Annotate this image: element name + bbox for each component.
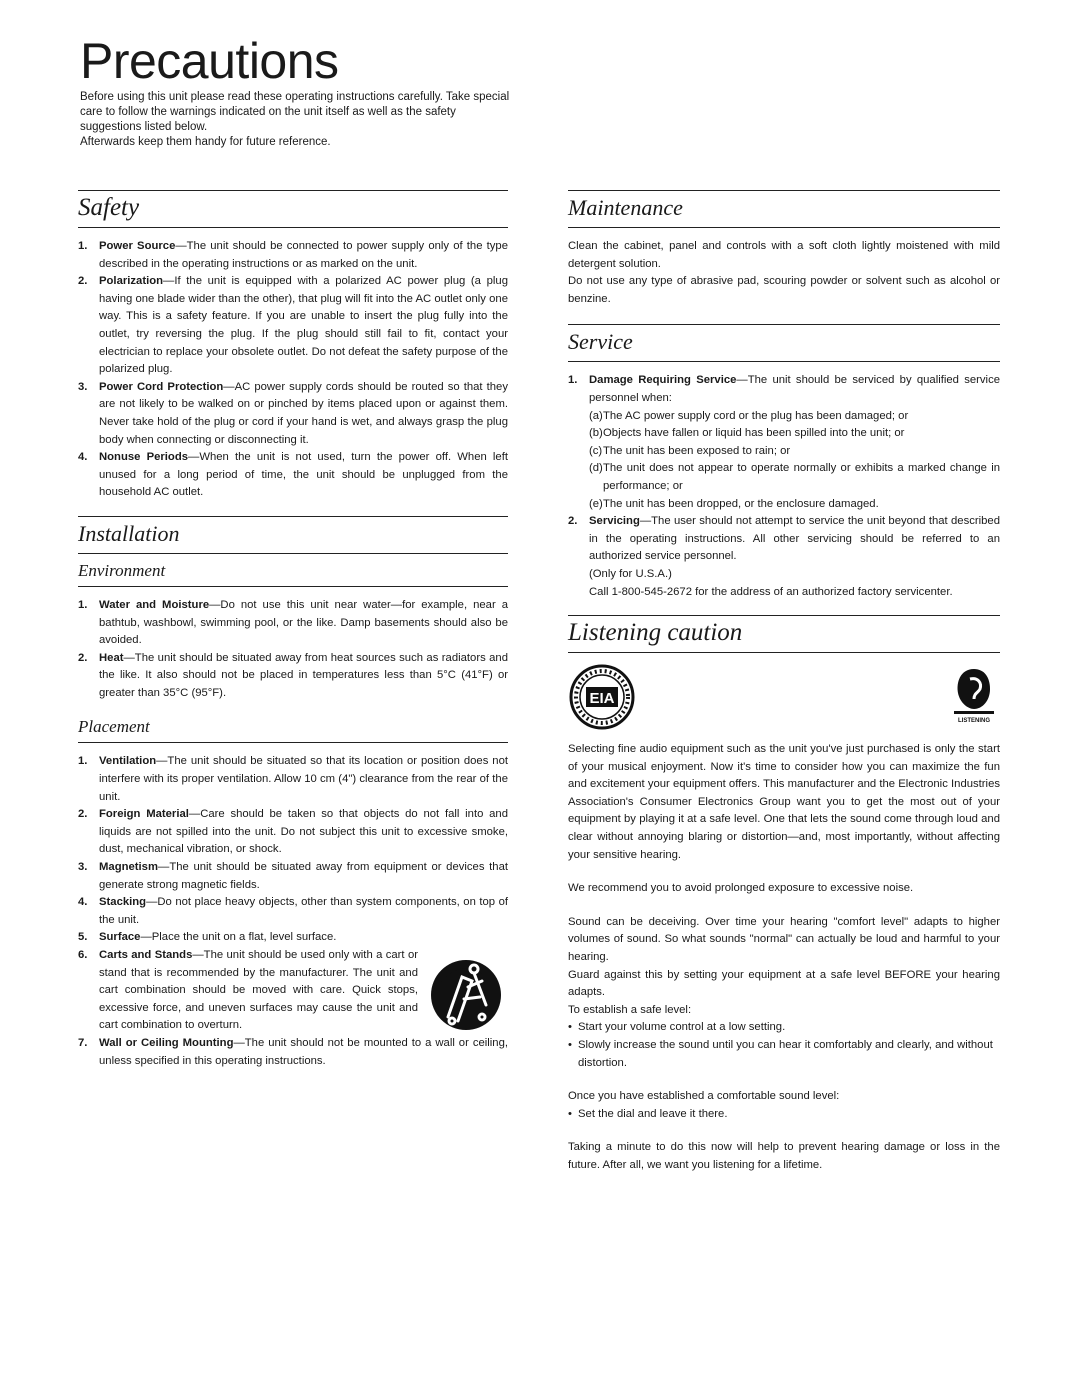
item-term: Servicing (589, 515, 640, 528)
item-term: Damage Requiring Service (589, 374, 737, 387)
listening-heading (568, 615, 1000, 653)
cart-warning-icon (428, 951, 504, 1035)
maintenance-paragraph: Do not use any type of abrasive pad, scouring powder or solvent such as alcohol or benzine. (568, 275, 1000, 305)
environment-heading (78, 558, 508, 587)
bullet-item: • Start your volume control at a low setting. (568, 1019, 1000, 1037)
item-term: Power Source (99, 240, 176, 252)
intro-paragraph: Afterwards keep them handy for future reference. (80, 136, 331, 148)
item-term: Carts and Stands (99, 949, 193, 961)
listening-logo-text: LISTENING (957, 718, 991, 725)
left-column (78, 190, 508, 1080)
service-section (568, 324, 1000, 601)
item-term: Polarization (99, 275, 164, 288)
list-item (78, 894, 508, 929)
usa-note: (Only for U.S.A.) (589, 567, 672, 580)
installation-heading (78, 516, 508, 554)
sublist-letter: (a) (589, 409, 603, 422)
list-item (78, 929, 508, 947)
safety-title: Safety (78, 194, 140, 221)
intro-paragraph: Before using this unit please read these operating instructions carefully. Take special care to follow the warnings indicated on the unit itself as well as the safety suggestions listed below. (80, 91, 510, 133)
item-number: 2. (568, 515, 578, 528)
sublist-item (589, 408, 1000, 426)
item-text: —The unit should be serviced by qualified service personnel when: (589, 374, 1000, 404)
sublist-item (589, 443, 1000, 461)
list-item (78, 597, 508, 650)
sublist-item (589, 496, 1000, 514)
item-number: 4. (78, 451, 88, 464)
listening-section (568, 615, 1000, 1174)
item-number: 2. (78, 808, 88, 821)
placement-heading (78, 714, 508, 743)
item-text: —Place the unit on a flat, level surface. (140, 931, 337, 944)
page-title: Precautions (80, 33, 339, 89)
sublist-letter: (d) (589, 462, 603, 475)
service-sublist (589, 408, 1000, 514)
list-item (78, 449, 508, 502)
service-heading (568, 324, 1000, 362)
safety-section (78, 190, 508, 502)
list-item (78, 1035, 508, 1070)
sublist-text: The AC power supply cord or the plug has been damaged; or (603, 409, 909, 422)
eia-seal-icon (568, 663, 636, 731)
list-item (568, 372, 1000, 513)
listening-paragraph: Once you have established a comfortable sound level: (568, 1090, 840, 1103)
list-item (78, 273, 508, 379)
environment-title: Environment (78, 560, 166, 580)
placement-list (78, 753, 508, 1070)
item-number: 2. (78, 651, 88, 664)
item-number: 1. (78, 240, 88, 252)
list-item (78, 947, 508, 1035)
eia-seal-text: EIA (589, 690, 615, 708)
item-text: —The user should not attempt to service the unit beyond that described in the operating instructions. All other servicing should be referred to an authorized service personnel. (589, 515, 1000, 563)
placement-title: Placement (78, 717, 150, 737)
listening-title: Listening caution (568, 619, 743, 647)
right-column (568, 190, 1000, 1191)
installation-section (78, 516, 508, 1070)
item-term: Water and Moisture (99, 598, 210, 611)
item-text: —Do not use this unit near water—for example, near a bathtub, washbowl, swimming pool, or the like. Damp basements should also be avoided. (99, 598, 508, 647)
sublist-item (589, 460, 1000, 495)
item-text: —The unit should be situated away from heat sources such as radiators and the like. It also should not be placed in temperatures less than 5°C (41°F) or greater than 35°C (95°F). (99, 651, 508, 699)
item-text: —The unit should be situated away from equipment or devices that generate strong magnetic fields. (99, 861, 508, 891)
item-term: Stacking (99, 896, 147, 909)
safety-list (78, 238, 508, 502)
sublist-letter: (b) (589, 427, 603, 440)
bullet-item: • Set the dial and leave it there. (568, 1106, 1000, 1124)
bullet-item: • Slowly increase the sound until you can hear it comfortably and clearly, and without distortion. (568, 1037, 1000, 1072)
item-text: —The unit should be used only with a cart or stand that is recommended by the manufacturer. The unit and cart combination should be moved with care. Quick stops, excessive force, and uneven surfaces may cause the unit and cart combination to overturn. (99, 949, 418, 1032)
item-text: —When the unit is not used, turn the power off. When left unused for a long period of time, the unit should be unplugged from the household AC outlet. (99, 451, 508, 499)
list-item (78, 859, 508, 894)
item-number: 6. (78, 949, 88, 961)
sublist-text: Objects have fallen or liquid has been spilled into the unit; or (603, 427, 905, 440)
item-term: Power Cord Protection (99, 380, 224, 393)
list-item (78, 650, 508, 703)
sublist-letter: (e) (589, 497, 603, 510)
list-item (568, 513, 1000, 601)
listening-paragraph: Sound can be deceiving. Over time your hearing "comfort level" adapts to higher volumes of sound. So what sounds "normal" can actually be loud and harmful to your hearing. (568, 915, 1000, 964)
safety-heading (78, 190, 508, 228)
item-term: Surface (99, 931, 141, 944)
sublist-text: The unit does not appear to operate normally or exhibits a marked change in performance; or (603, 462, 1000, 492)
item-number: 1. (568, 374, 578, 387)
item-number: 5. (78, 931, 88, 944)
listening-paragraph: Taking a minute to do this now will help to prevent hearing damage or loss in the future. After all, we want you listening for a lifetime. (568, 1141, 1000, 1171)
maintenance-paragraph: Clean the cabinet, panel and controls with a soft cloth lightly moistened with mild detergent solution. (568, 240, 1000, 270)
item-number: 1. (78, 755, 88, 768)
item-text: —Care should be taken so that objects do not fall into and liquids are not spilled into the unit. Do not subject this unit to excessive smoke, dust, mechanical vibration, or shock. (99, 808, 508, 856)
logos-row (568, 663, 1000, 733)
item-number: 4. (78, 896, 88, 909)
list-item (78, 379, 508, 449)
item-term: Nonuse Periods (99, 451, 189, 464)
maintenance-title: Maintenance (568, 195, 683, 220)
installation-title: Installation (78, 520, 180, 546)
list-item (78, 806, 508, 859)
item-text: —If the unit is equipped with a polarized AC power plug (a plug having one blade wider than the other), that plug will fit into the AC outlet only one way. This is a safety feature. If you are unable to insert the plug fully into the outlet, try reversing the plug. If the plug should still fail to fit, contact your electrician to replace your obsolete outlet. Do not defeat the safety purpose of the polarized plug. (99, 275, 508, 376)
item-number: 7. (78, 1037, 88, 1049)
environment-list (78, 597, 508, 703)
maintenance-heading (568, 190, 1000, 228)
intro (80, 90, 520, 150)
item-number: 3. (78, 380, 88, 393)
item-text: —The unit should not be mounted to a wall or ceiling, unless specified in this operating instructions. (99, 1037, 508, 1067)
item-number: 1. (78, 598, 88, 611)
item-text: —AC power supply cords should be routed so that they are not likely to be walked on or pinched by items placed upon or against them. Never take hold of the plug or cord if your hand is wet, and always grasp the plug body when connecting or disconnecting it. (99, 380, 508, 446)
service-title: Service (568, 329, 633, 355)
call-note: Call 1-800-545-2672 for the address of an authorized factory servicenter. (589, 585, 953, 598)
item-term: Wall or Ceiling Mounting (99, 1037, 234, 1049)
list-item (78, 238, 508, 273)
item-text: —The unit should be connected to power supply only of the type described in the operating instructions or as marked on the unit. (99, 240, 508, 270)
item-term: Heat (99, 651, 124, 664)
list-item (78, 753, 508, 806)
listening-logo-icon (948, 665, 1000, 725)
listening-paragraph: Selecting fine audio equipment such as the unit you've just purchased is only the start of your musical enjoyment. Now it's time to consider how you can maximize the fun and excitement your equipment offers. This manufacturer and the Electronic Industries Association's Consumer Electronics Group want you to get the most out of your equipment by playing it at a safe level. One that lets the sound come through loud and clear without annoying blaring or distortion—and, most importantly, without affecting your sensitive hearing. (568, 743, 1000, 861)
listening-paragraph: Guard against this by setting your equipment at a safe level BEFORE your hearing adapts. (568, 968, 1000, 999)
item-number: 2. (78, 275, 88, 288)
sublist-text: The unit has been exposed to rain; or (603, 444, 791, 457)
listening-paragraph: To establish a safe level: (568, 1003, 692, 1016)
sublist-item (589, 425, 1000, 443)
listening-paragraph: We recommend you to avoid prolonged exposure to excessive noise. (568, 882, 914, 895)
sublist-letter: (c) (589, 444, 603, 457)
item-term: Ventilation (99, 755, 157, 768)
item-text: —The unit should be situated so that its location or position does not interfere with its proper ventilation. Allow 10 cm (4") clearance from the rear of the unit. (99, 755, 508, 803)
sublist-text: The unit has been dropped, or the enclosure damaged. (603, 497, 879, 510)
item-term: Foreign Material (99, 808, 189, 821)
item-number: 3. (78, 861, 88, 874)
item-term: Magnetism (99, 861, 159, 874)
item-text: —Do not place heavy objects, other than system components, on top of the unit. (99, 896, 508, 926)
service-list (568, 372, 1000, 601)
maintenance-section (568, 190, 1000, 308)
